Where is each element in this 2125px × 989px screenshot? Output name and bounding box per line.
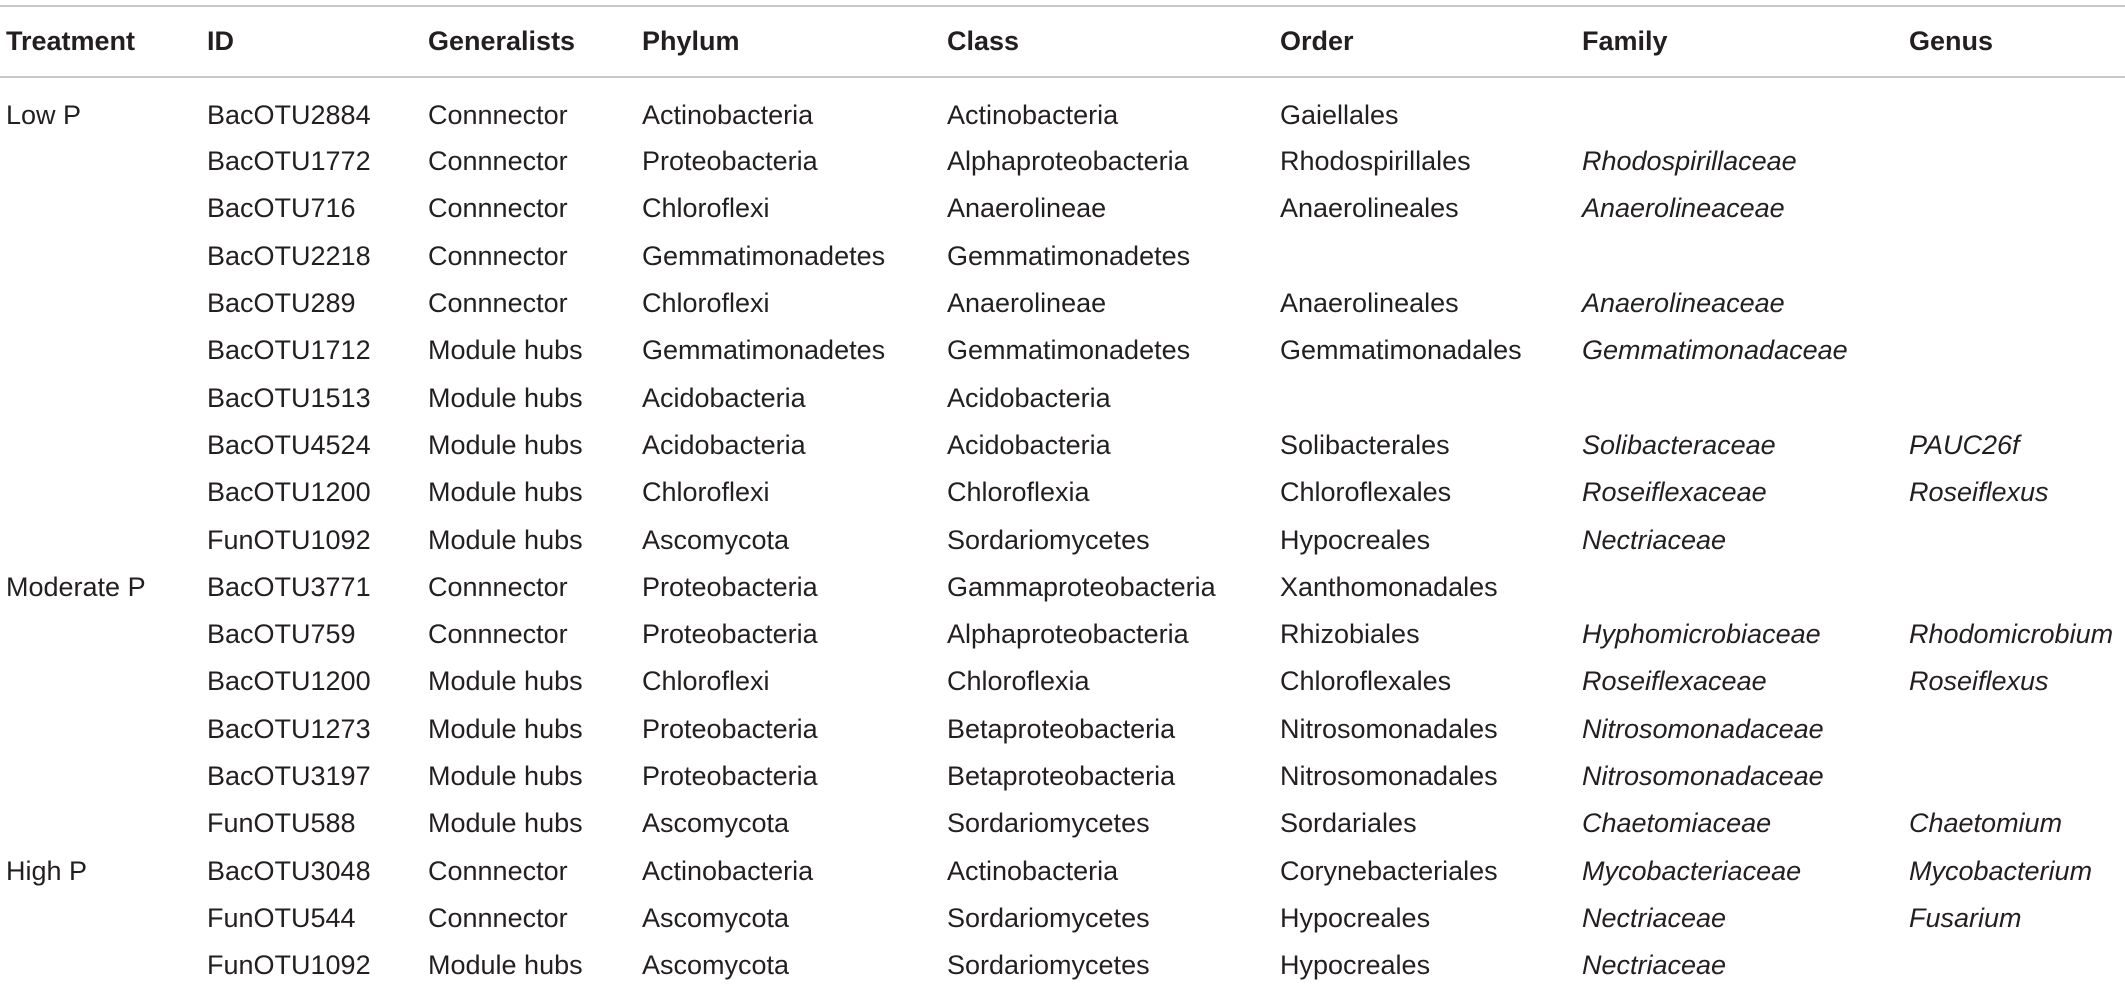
cell-id: FunOTU1092 [207, 950, 371, 981]
cell-id: BacOTU4524 [207, 429, 371, 460]
cell-id: BacOTU716 [207, 193, 356, 224]
cell-phylum: Ascomycota [642, 808, 790, 839]
cell-treatment [0, 895, 207, 942]
header-phylum: Phylum [642, 25, 740, 56]
cell-phylum: Chloroflexi [642, 288, 770, 319]
cell-family: Mycobacteriaceae [1582, 855, 1802, 886]
cell-class: Gemmatimonadetes [947, 335, 1191, 366]
cell-genus: PAUC26f [1909, 429, 2020, 460]
cell-genus: Chaetomium [1909, 808, 2063, 839]
cell-generalists: Module hubs [428, 666, 583, 697]
cell-order: Rhizobiales [1280, 619, 1420, 650]
header-row [0, 0, 2125, 82]
cell-order: Anaerolineales [1280, 288, 1459, 319]
cell-phylum: Actinobacteria [642, 99, 814, 130]
cell-class: Anaerolineae [947, 193, 1107, 224]
cell-generalists: Module hubs [428, 713, 583, 744]
cell-phylum: Acidobacteria [642, 382, 806, 413]
cell-treatment [0, 185, 207, 232]
cell-order: Solibacterales [1280, 429, 1450, 460]
table-row [0, 138, 2125, 185]
cell-family: Nectriaceae [1582, 524, 1727, 555]
cell-family: Roseiflexaceae [1582, 666, 1767, 697]
cell-treatment [0, 706, 207, 753]
cell-treatment [0, 280, 207, 327]
cell-order [1280, 233, 1582, 280]
cell-generalists: Module hubs [428, 808, 583, 839]
cell-phylum: Ascomycota [642, 902, 790, 933]
cell-genus [1909, 564, 2125, 611]
cell-order: Sordariales [1280, 808, 1417, 839]
cell-generalists: Connnector [428, 240, 568, 271]
header-genus: Genus [1909, 25, 1994, 56]
cell-genus [1909, 516, 2125, 563]
cell-treatment [0, 658, 207, 705]
cell-generalists: Module hubs [428, 429, 583, 460]
table-row [0, 611, 2125, 658]
table-row [0, 706, 2125, 753]
table-row [0, 658, 2125, 705]
cell-id: FunOTU1092 [207, 524, 371, 555]
cell-treatment [0, 516, 207, 563]
cell-class: Acidobacteria [947, 429, 1111, 460]
cell-order: Gaiellales [1280, 99, 1399, 130]
cell-family [1582, 233, 1909, 280]
table-row [0, 942, 2125, 989]
cell-phylum: Actinobacteria [642, 855, 814, 886]
table-header [0, 0, 2125, 82]
header-order: Order [1280, 25, 1354, 56]
cell-order: Hypocreales [1280, 950, 1431, 981]
cell-genus [1909, 233, 2125, 280]
cell-family: Solibacteraceae [1582, 429, 1776, 460]
cell-id: BacOTU1200 [207, 666, 371, 697]
table-row [0, 753, 2125, 800]
table-row [0, 233, 2125, 280]
cell-treatment: Moderate P [6, 571, 146, 602]
cell-genus [1909, 280, 2125, 327]
table-row [0, 800, 2125, 847]
cell-family: Chaetomiaceae [1582, 808, 1772, 839]
cell-order: Hypocreales [1280, 902, 1431, 933]
table-row [0, 847, 2125, 894]
table-row [0, 469, 2125, 516]
cell-family [1582, 374, 1909, 421]
cell-genus [1909, 327, 2125, 374]
cell-order: Hypocreales [1280, 524, 1431, 555]
cell-treatment [0, 327, 207, 374]
cell-generalists: Connnector [428, 99, 568, 130]
cell-family: Gemmatimonadaceae [1582, 335, 1848, 366]
cell-genus [1909, 753, 2125, 800]
cell-class: Gammaproteobacteria [947, 571, 1216, 602]
table-row [0, 82, 2125, 138]
cell-order: Chloroflexales [1280, 666, 1452, 697]
cell-treatment [0, 422, 207, 469]
cell-treatment [0, 374, 207, 421]
cell-order: Nitrosomonadales [1280, 713, 1498, 744]
cell-class: Betaproteobacteria [947, 761, 1176, 791]
cell-treatment [0, 800, 207, 847]
cell-order [1280, 374, 1582, 421]
cell-phylum: Acidobacteria [642, 429, 806, 460]
cell-class: Chloroflexia [947, 666, 1090, 697]
header-treatment: Treatment [6, 25, 136, 56]
cell-genus: Rhodomicrobium [1909, 619, 2114, 650]
cell-generalists: Connnector [428, 146, 568, 177]
cell-generalists: Module hubs [428, 950, 583, 981]
cell-order: Xanthomonadales [1280, 571, 1498, 602]
cell-id: BacOTU3771 [207, 571, 371, 602]
cell-id: BacOTU2884 [207, 99, 371, 130]
cell-phylum: Proteobacteria [642, 146, 818, 177]
cell-order: Nitrosomonadales [1280, 761, 1498, 791]
cell-treatment [0, 233, 207, 280]
cell-generalists: Module hubs [428, 382, 583, 413]
cell-id: BacOTU1273 [207, 713, 371, 744]
cell-family: Nitrosomonadaceae [1582, 761, 1824, 791]
cell-id: BacOTU1772 [207, 146, 371, 177]
cell-family: Rhodospirillaceae [1582, 146, 1797, 177]
cell-family: Nectriaceae [1582, 902, 1727, 933]
cell-family: Hyphomicrobiaceae [1582, 619, 1821, 650]
cell-treatment: High P [6, 855, 88, 886]
header-generalists: Generalists [428, 25, 576, 56]
cell-phylum: Chloroflexi [642, 666, 770, 697]
table-row [0, 564, 2125, 611]
cell-genus: Fusarium [1909, 902, 2022, 933]
cell-genus: Mycobacterium [1909, 855, 2093, 886]
cell-generalists: Module hubs [428, 335, 583, 366]
cell-order: Rhodospirillales [1280, 146, 1471, 177]
cell-genus [1909, 942, 2125, 989]
cell-treatment [0, 138, 207, 185]
table-row [0, 516, 2125, 563]
cell-id: BacOTU289 [207, 288, 356, 319]
cell-family: Anaerolineaceae [1582, 193, 1785, 224]
cell-class: Sordariomycetes [947, 902, 1150, 933]
cell-order: Corynebacteriales [1280, 855, 1498, 886]
cell-order: Gemmatimonadales [1280, 335, 1522, 366]
table-row [0, 185, 2125, 232]
cell-phylum: Chloroflexi [642, 477, 770, 508]
cell-class: Alphaproteobacteria [947, 146, 1189, 177]
cell-family [1582, 564, 1909, 611]
cell-family: Nectriaceae [1582, 950, 1727, 981]
cell-id: BacOTU1200 [207, 477, 371, 508]
table-row [0, 327, 2125, 374]
cell-generalists: Connnector [428, 193, 568, 224]
cell-genus [1909, 185, 2125, 232]
cell-class: Sordariomycetes [947, 524, 1150, 555]
table-row [0, 374, 2125, 421]
cell-phylum: Proteobacteria [642, 713, 818, 744]
header-id: ID [207, 25, 234, 56]
cell-generalists: Module hubs [428, 761, 583, 791]
header-class: Class [947, 25, 1020, 56]
cell-generalists: Module hubs [428, 524, 583, 555]
cell-family [1582, 82, 1909, 138]
cell-generalists: Connnector [428, 902, 568, 933]
cell-treatment [0, 753, 207, 800]
cell-class: Chloroflexia [947, 477, 1090, 508]
cell-genus: Roseiflexus [1909, 477, 2049, 508]
cell-genus [1909, 706, 2125, 753]
cell-phylum: Proteobacteria [642, 619, 818, 650]
cell-class: Betaproteobacteria [947, 713, 1176, 744]
cell-phylum: Gemmatimonadetes [642, 240, 886, 271]
cell-id: FunOTU588 [207, 808, 356, 839]
cell-genus [1909, 138, 2125, 185]
cell-generalists: Connnector [428, 288, 568, 319]
cell-id: FunOTU544 [207, 902, 356, 933]
cell-phylum: Proteobacteria [642, 571, 818, 602]
cell-id: BacOTU1513 [207, 382, 371, 413]
cell-family: Nitrosomonadaceae [1582, 713, 1824, 744]
cell-family: Roseiflexaceae [1582, 477, 1767, 508]
cell-class: Gemmatimonadetes [947, 240, 1191, 271]
cell-id: BacOTU759 [207, 619, 356, 650]
cell-treatment [0, 469, 207, 516]
cell-treatment [0, 942, 207, 989]
cell-class: Actinobacteria [947, 855, 1119, 886]
cell-genus: Roseiflexus [1909, 666, 2049, 697]
cell-class: Anaerolineae [947, 288, 1107, 319]
cell-generalists: Module hubs [428, 477, 583, 508]
cell-family: Anaerolineaceae [1582, 288, 1785, 319]
cell-generalists: Connnector [428, 619, 568, 650]
cell-phylum: Gemmatimonadetes [642, 335, 886, 366]
cell-id: BacOTU3197 [207, 761, 371, 791]
cell-id: BacOTU3048 [207, 855, 371, 886]
table-row [0, 422, 2125, 469]
cell-treatment [0, 611, 207, 658]
cell-genus [1909, 82, 2125, 138]
cell-treatment: Low P [6, 99, 82, 130]
cell-generalists: Connnector [428, 855, 568, 886]
cell-class: Sordariomycetes [947, 950, 1150, 981]
cell-phylum: Proteobacteria [642, 761, 818, 791]
cell-class: Acidobacteria [947, 382, 1111, 413]
cell-genus [1909, 374, 2125, 421]
cell-phylum: Ascomycota [642, 950, 790, 981]
cell-id: BacOTU2218 [207, 240, 371, 271]
cell-generalists: Connnector [428, 571, 568, 602]
cell-class: Sordariomycetes [947, 808, 1150, 839]
table-body [0, 82, 2125, 989]
header-family: Family [1582, 25, 1668, 56]
cell-id: BacOTU1712 [207, 335, 371, 366]
table-row [0, 280, 2125, 327]
table-row [0, 895, 2125, 942]
cell-order: Chloroflexales [1280, 477, 1452, 508]
cell-order: Anaerolineales [1280, 193, 1459, 224]
cell-phylum: Chloroflexi [642, 193, 770, 224]
cell-class: Actinobacteria [947, 99, 1119, 130]
cell-phylum: Ascomycota [642, 524, 790, 555]
cell-class: Alphaproteobacteria [947, 619, 1189, 650]
